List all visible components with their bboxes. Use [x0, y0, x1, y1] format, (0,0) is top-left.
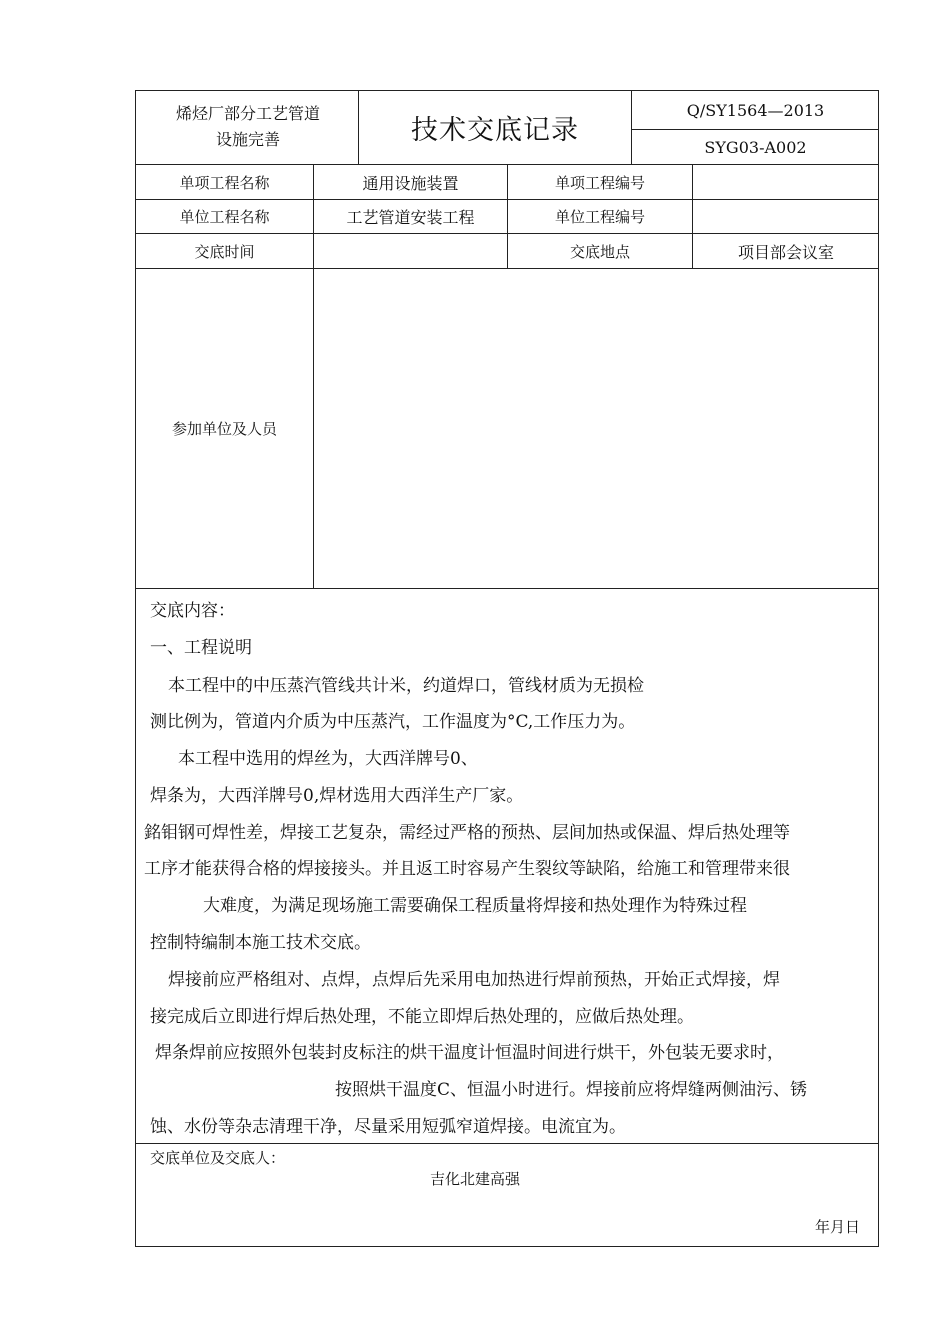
content-heading: 交底内容： [150, 601, 235, 621]
content-line: 大难度，为满足现场施工需要确保工程质量将焊接和热处理作为特殊过程 [203, 896, 747, 916]
form-code: SYG03-A002 [704, 137, 807, 157]
content-line: 焊条为，大西洋牌号0,焊材选用大西洋生产厂家。 [150, 786, 524, 806]
content-line: 按照烘干温度C、恒温小时进行。焊接前应将焊缝两侧油污、锈 [335, 1080, 808, 1100]
content-line: 焊条焊前应按照外包装封皮标注的烘干温度计恒温时间进行烘干，外包装无要求时， [155, 1043, 784, 1063]
participants-label: 参加单位及人员 [171, 420, 277, 438]
rule-content-bottom [135, 1143, 879, 1144]
briefing-place-label: 交底地点 [569, 242, 630, 261]
content-line: 工序才能获得合格的焊接接头。并且返工时容易产生裂纹等缺陷，给施工和管理带来很 [144, 859, 790, 879]
document-title: 技术交底记录 [411, 114, 579, 146]
content-line: 控制特编制本施工技术交底。 [150, 933, 371, 953]
item-no-label: 单项工程编号 [554, 173, 645, 192]
project-name: 烯烃厂部分工艺管道设施完善 [175, 104, 320, 149]
content-line: 测比例为，管道内介质为中压蒸汽，工作温度为°C,工作压力为。 [150, 712, 636, 732]
content-line: 蚀、水份等杂志清理干净，尽量采用短弧窄道焊接。电流宜为。 [150, 1117, 626, 1137]
standard-code: Q/SY1564—2013 [686, 101, 825, 120]
item-name-value: 通用设施装置 [362, 173, 459, 193]
signer-name: 吉化北建高强 [430, 1170, 521, 1188]
briefing-time-value [314, 234, 507, 268]
content-line: 焊接前应严格组对、点焊，点焊后先采用电加热进行焊前预热，开始正式焊接，焊 [168, 970, 780, 990]
unit-name-label: 单位工程名称 [179, 208, 270, 226]
signoff-label: 交底单位及交底人： [150, 1149, 286, 1167]
unit-no-value [693, 200, 879, 233]
signoff-date: 年月日 [815, 1218, 861, 1236]
content-line: 本工程中选用的焊丝为，大西洋牌号0、 [178, 749, 478, 769]
content-line: 銘钼钢可焊性差，焊接工艺复杂，需经过严格的预热、层间加热或保温、焊后热处理等 [144, 823, 790, 843]
unit-name-value: 工艺管道安装工程 [346, 208, 475, 227]
participants-value [314, 269, 879, 588]
briefing-place-value: 项目部会议室 [737, 242, 834, 262]
item-no-value [693, 165, 879, 199]
rule-participants-bottom [135, 588, 879, 589]
section-title: 一、工程说明 [150, 638, 252, 658]
item-name-label: 单项工程名称 [179, 173, 270, 192]
content-line: 接完成后立即进行焊后热处理，不能立即焊后热处理的，应做后热处理。 [150, 1007, 694, 1027]
content-line: 本工程中的中压蒸汽管线共计米，约道焊口，管线材质为无损检 [168, 676, 644, 696]
briefing-time-label: 交底时间 [194, 242, 255, 261]
unit-no-label: 单位工程编号 [554, 208, 645, 226]
